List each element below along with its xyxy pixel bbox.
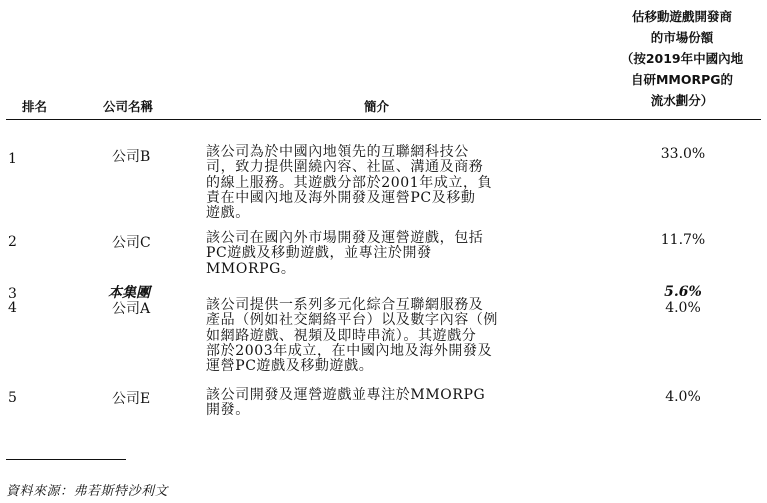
row-2-share: 11.7% xyxy=(660,232,706,248)
header-market-share xyxy=(608,6,756,111)
row-1-share: 33.0% xyxy=(660,146,706,162)
header-company-name: 公司名稱 xyxy=(103,99,154,114)
description-line: PC遊戲及移動遊戲，並專注於開發 xyxy=(206,245,432,262)
description-line: 司，致力提供圍繞內容、社區、溝通及商務 xyxy=(206,159,484,176)
row-5-description xyxy=(206,388,584,419)
description-line: 開發。 xyxy=(206,402,250,419)
header-description: 簡介 xyxy=(364,99,390,114)
source-note: 資料來源：弗若斯特沙利文 xyxy=(6,484,169,499)
row-2-rank: 2 xyxy=(8,234,17,250)
row-4-description xyxy=(206,298,584,374)
header-rank: 排名 xyxy=(22,99,48,114)
row-2-company: 公司C xyxy=(112,235,151,251)
description-line: 運營PC遊戲及移動遊戲。 xyxy=(206,358,374,375)
row-5-company: 公司E xyxy=(112,391,151,407)
description-line: 的線上服務。其遊戲分部於2001年成立，負 xyxy=(206,174,493,191)
row-5-rank: 5 xyxy=(8,390,17,406)
description-line: 如網路遊戲、視頻及即時串流）。其遊戲分 xyxy=(206,327,477,344)
row-3-company: 本集團 xyxy=(108,285,150,301)
header-market-share-line: 自研MMORPG的 xyxy=(630,72,734,87)
row-4-share: 4.0% xyxy=(665,300,701,316)
row-1-description xyxy=(206,145,584,221)
header-market-share-line: 流水劃分） xyxy=(650,93,714,108)
row-3-rank: 3 xyxy=(8,286,17,302)
row-2-description xyxy=(206,231,584,277)
header-market-share-line: 估移動遊戲開發商 xyxy=(631,9,732,24)
description-line: 責在中國內地及海外開發及運營PC及移動 xyxy=(206,189,476,206)
description-line: 該公司為於中國內地領先的互聯網科技公 xyxy=(206,144,469,160)
header-rule xyxy=(6,119,761,120)
description-line: 該公司開發及運營遊戲並專注於MMORPG xyxy=(206,387,486,403)
row-3-share: 5.6% xyxy=(664,284,702,300)
row-1-company: 公司B xyxy=(112,149,151,165)
header-market-share-line: 的市場份額 xyxy=(650,30,714,45)
row-4-company: 公司A xyxy=(112,301,151,317)
description-line: 部於2003年成立，在中國內地及海外開發及 xyxy=(206,342,493,359)
description-line: 該公司提供一系列多元化綜合互聯網服務及 xyxy=(206,297,484,313)
description-line: 產品（例如社交網絡平台）以及數字內容（例 xyxy=(206,312,498,329)
row-5-share: 4.0% xyxy=(665,389,701,405)
header-market-share-line: （按2019年中國內地 xyxy=(620,51,744,66)
row-1-rank: 1 xyxy=(8,151,17,167)
row-4-rank: 4 xyxy=(8,300,17,316)
description-line: MMORPG。 xyxy=(206,260,296,277)
footnote-rule xyxy=(6,459,126,460)
description-line: 遊戲。 xyxy=(206,205,250,222)
description-line: 該公司在國內外市場開發及運營遊戲，包括 xyxy=(206,230,484,246)
